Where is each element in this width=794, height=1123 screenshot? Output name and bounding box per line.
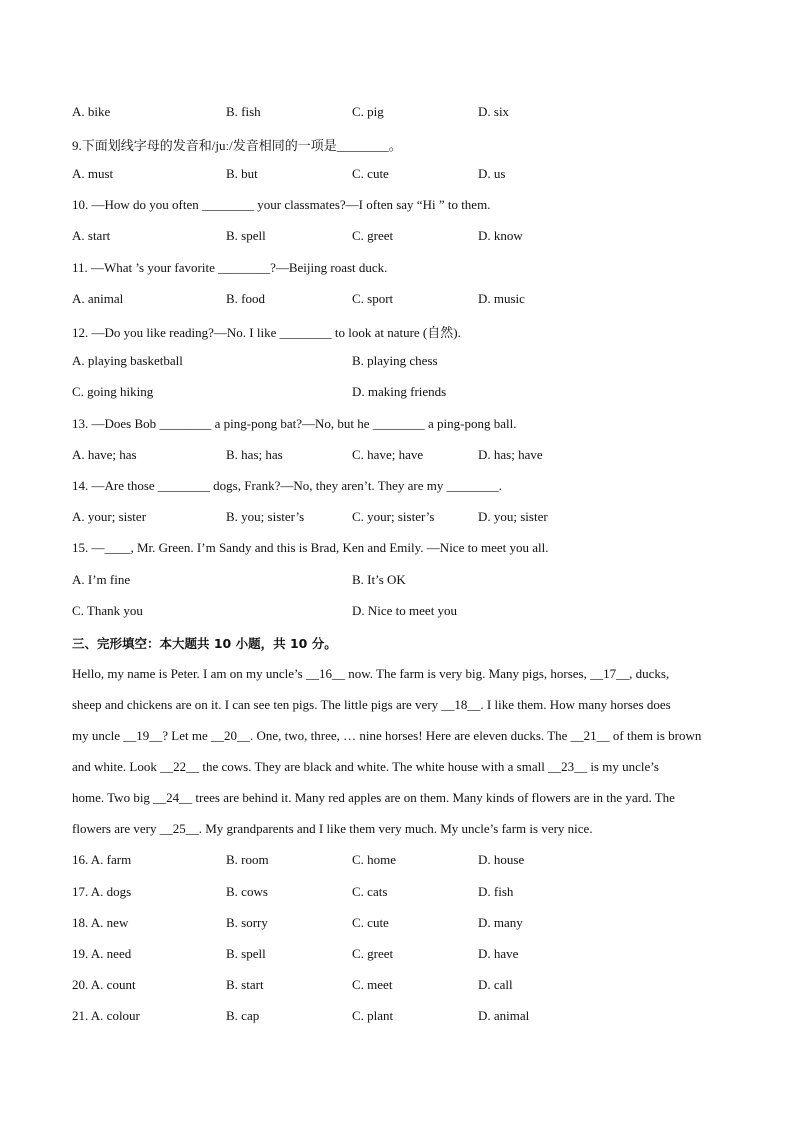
q19-option-a: 19. A. need — [72, 946, 132, 961]
q9-option-b: B. but — [226, 166, 258, 181]
q10-option-b: B. spell — [226, 228, 266, 243]
q12-stem: 12. —Do you like reading?—No. I like ________ to look at nature (自然). — [72, 325, 461, 340]
q21-option-c: C. plant — [352, 1008, 394, 1023]
q15-option-a: A. I’m fine — [72, 572, 131, 587]
q14-stem: 14. —Are those ________ dogs, Frank?—No, they aren’t. They are my ________. — [72, 478, 502, 493]
q19-option-c: C. greet — [352, 946, 394, 961]
q8-option-c: C. pig — [352, 104, 384, 119]
q17-option-b: B. cows — [226, 884, 268, 899]
passage-line: home. Two big __24__ trees are behind it. Many red apples are on them. Many kinds of flowers are in the yard. The — [72, 790, 675, 805]
q9-option-a: A. must — [72, 166, 114, 181]
q15-option-b: B. It’s OK — [352, 572, 406, 587]
q21-option-d: D. animal — [478, 1008, 530, 1023]
q10-option-a: A. start — [72, 228, 111, 243]
q10-option-d: D. know — [478, 228, 523, 243]
q16-option-a: 16. A. farm — [72, 852, 132, 867]
q14-option-d: D. you; sister — [478, 509, 548, 524]
passage-line: Hello, my name is Peter. I am on my uncle’s __16__ now. The farm is very big. Many pigs, horses, __17__, ducks, — [72, 666, 670, 681]
q8-option-a: A. bike — [72, 104, 111, 119]
q11-option-b: B. food — [226, 291, 265, 306]
q17-option-a: 17. A. dogs — [72, 884, 132, 899]
q20-option-c: C. meet — [352, 977, 393, 992]
q12-option-c: C. going hiking — [72, 384, 154, 399]
q21-option-b: B. cap — [226, 1008, 260, 1023]
q19-option-b: B. spell — [226, 946, 266, 961]
q9-option-c: C. cute — [352, 166, 389, 181]
q18-option-c: C. cute — [352, 915, 389, 930]
q12-option-a: A. playing basketball — [72, 353, 183, 368]
q16-option-c: C. home — [352, 852, 397, 867]
q15-stem: 15. —____, Mr. Green. I’m Sandy and this is Brad, Ken and Emily. —Nice to meet you all. — [72, 540, 549, 555]
q16-option-b: B. room — [226, 852, 269, 867]
q11-option-d: D. music — [478, 291, 525, 306]
q10-stem: 10. —How do you often ________ your classmates?—I often say “Hi ” to them. — [72, 197, 491, 212]
q20-option-a: 20. A. count — [72, 977, 136, 992]
passage-line: my uncle __19__? Let me __20__. One, two, three, … nine horses! Here are eleven ducks. The __21__ of them is brown — [72, 728, 702, 743]
section-heading: 三、完形填空：本大题共 10 小题，共 10 分。 — [72, 636, 337, 651]
q21-option-a: 21. A. colour — [72, 1008, 140, 1023]
q16-option-d: D. house — [478, 852, 525, 867]
q17-option-c: C. cats — [352, 884, 388, 899]
q17-option-d: D. fish — [478, 884, 514, 899]
q18-option-b: B. sorry — [226, 915, 268, 930]
passage-line: flowers are very __25__. My grandparents and I like them very much. My uncle’s farm is very nice. — [72, 821, 593, 836]
q12-option-d: D. making friends — [352, 384, 447, 399]
q13-option-d: D. has; have — [478, 447, 543, 462]
q8-option-b: B. fish — [226, 104, 261, 119]
q15-option-c: C. Thank you — [72, 603, 143, 618]
passage-line: and white. Look __22__ the cows. They are black and white. The white house with a small __23__ is my uncle’s — [72, 759, 659, 774]
q14-option-c: C. your; sister’s — [352, 509, 435, 524]
q13-option-c: C. have; have — [352, 447, 424, 462]
q14-option-a: A. your; sister — [72, 509, 147, 524]
q19-option-d: D. have — [478, 946, 519, 961]
q13-option-b: B. has; has — [226, 447, 283, 462]
q15-option-d: D. Nice to meet you — [352, 603, 458, 618]
q18-option-a: 18. A. new — [72, 915, 129, 930]
q9-option-d: D. us — [478, 166, 506, 181]
q8-option-d: D. six — [478, 104, 510, 119]
q14-option-b: B. you; sister’s — [226, 509, 305, 524]
q20-option-b: B. start — [226, 977, 264, 992]
passage-line: sheep and chickens are on it. I can see ten pigs. The little pigs are very __18__. I like them. How many horses does — [72, 697, 671, 712]
q11-option-a: A. animal — [72, 291, 124, 306]
q13-option-a: A. have; has — [72, 447, 137, 462]
q11-stem: 11. —What ’s your favorite ________?—Beijing roast duck. — [72, 260, 388, 275]
q10-option-c: C. greet — [352, 228, 394, 243]
q18-option-d: D. many — [478, 915, 523, 930]
q13-stem: 13. —Does Bob ________ a ping-pong bat?—No, but he ________ a ping-pong ball. — [72, 416, 517, 431]
q11-option-c: C. sport — [352, 291, 394, 306]
q12-option-b: B. playing chess — [352, 353, 438, 368]
q9-stem: 9.下面划线字母的发音和/juː/发音相同的一项是________。 — [72, 138, 402, 153]
q20-option-d: D. call — [478, 977, 513, 992]
